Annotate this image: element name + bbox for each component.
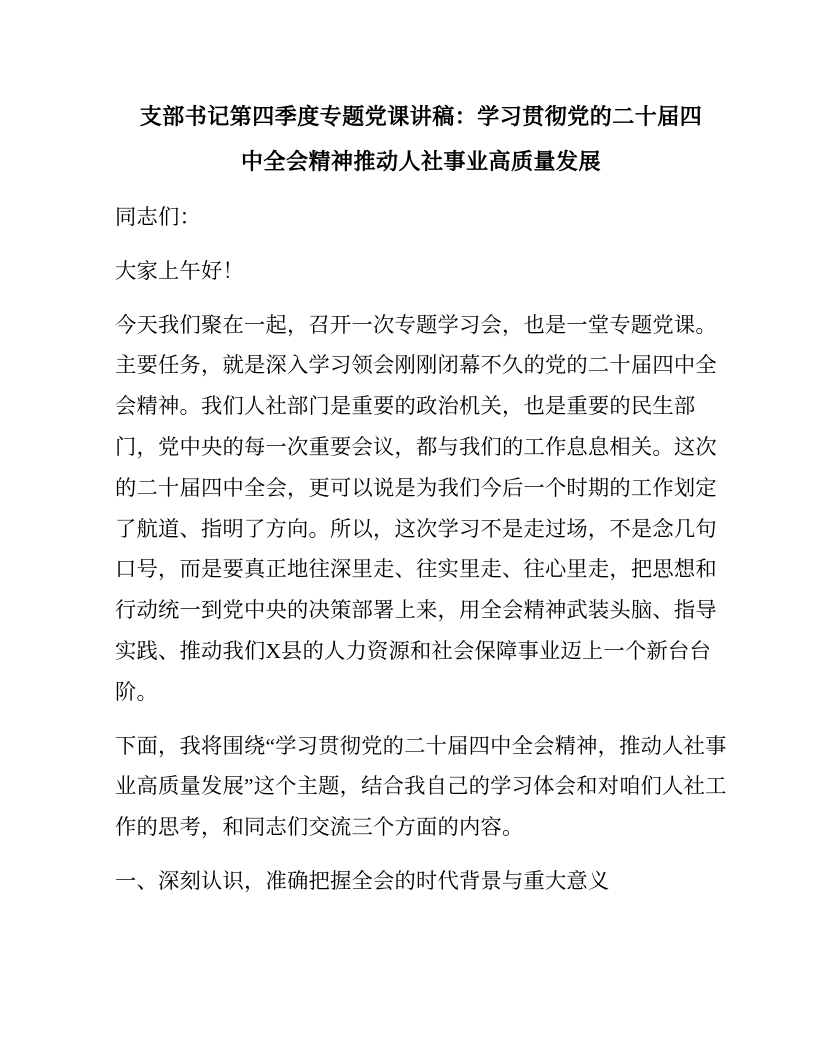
body-paragraph-1: 今天我们聚在一起，召开一次专题学习会，也是一堂专题党课。主要任务，就是深入学习领会刚刚闭幕不久的党的二十届四中全会精神。我们人社部门是重要的政治机关，也是重要的民生部门，党中央的每一次重要会议，都与我们的工作息息相关。这次的二十届四中全会，更可以说是为我们今后一个时期的工作划定了航道、指明了方向。所以，这次学习不是走过场，不是念几句口号，而是要真正地往深里走、往实里走、往心里走，把思想和行动统一到党中央的决策部署上来，用全会精神武装头脑、指导实践、推动我们X县的人力资源和社会保障事业迈上一个新台台阶。: [115, 312, 717, 704]
document-body: [115, 197, 727, 902]
salutation-paragraph: 同志们：: [115, 205, 201, 229]
body-paragraph-2: 下面，我将围绕“学习贯彻党的二十届四中全会精神，推动人社事业高质量发展”这个主题，结合我自己的学习体会和对咱们人社工作的思考，和同志们交流三个方面的内容。: [115, 733, 727, 840]
section-heading-1: 一、深刻认识，准确把握全会的时代背景与重大意义: [115, 868, 610, 893]
document-title: 支部书记第四季度专题党课讲稿：学习贯彻党的二十届四中全会精神推动人社事业高质量发展: [139, 104, 703, 174]
greeting-paragraph: 大家上午好！: [115, 258, 244, 283]
